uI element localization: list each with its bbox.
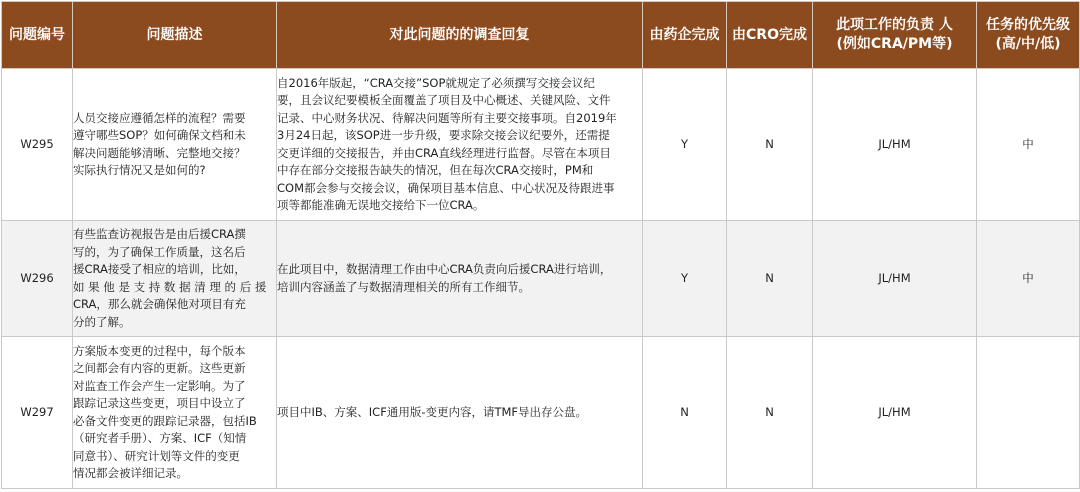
header-priority-line1: 任务的优先级 [986,17,1070,33]
cell-cro: N [727,337,813,489]
description-text: 方案版本变更的过程中，每个版本 之间都会有内容的更新。这些更新 对监查工作会产生一定影响。为了 跟踪记录这些变更，项目中设立了 必备文件变更的跟踪记录器，包括IB （研究者手册）、方案、ICF（知情 同意书）、研究计划等文件的变更 情况都会被详细记录。 [73,343,257,480]
cell-owner: JL/HM [813,69,977,221]
table-header-row [2,2,1080,69]
table-row [2,221,1080,337]
header-response: 对此问题的的调查回复 [277,2,643,69]
cell-description [73,69,277,221]
cell-id: W295 [2,69,73,221]
cell-sponsor: Y [643,69,727,221]
header-owner-line2: (例如CRA/PM等) [836,36,953,52]
cell-sponsor: N [643,337,727,489]
table-row [2,69,1080,221]
cell-priority: 中 [977,69,1080,221]
cell-response [277,221,643,337]
cell-id: W297 [2,337,73,489]
response-text: 在此项目中，数据清理工作由中心CRA负责向后援CRA进行培训， 培训内容涵盖了与数据清理相关的所有工作细节。 [277,262,612,294]
description-text: 有些监查访视报告是由后援CRA撰 写的，为了确保工作质量，这名后 援CRA接受了相应的培训，比如， 如 果 他 是 支 持 数 据 清 理 的 后 援 CRA，那么就会确保他对项目有充 分的了解。 [73,227,267,329]
description-text: 人员交接应遵循怎样的流程？需要 遵守哪些SOP？如何确保文档和未 解决问题能够清晰、完整地交接？ 实际执行情况又是如何的? [73,110,246,177]
header-priority [977,2,1080,69]
header-cro: 由CRO完成 [727,2,813,69]
response-text: 项目中IB、方案、ICF通用版-变更内容，请TMF导出存公盘。 [277,404,588,419]
header-id: 问题编号 [2,2,73,69]
audit-response-table [1,1,1080,489]
cell-response [277,337,643,489]
cell-priority: 中 [977,221,1080,337]
table-row [2,337,1080,489]
cell-owner: JL/HM [813,337,977,489]
cell-sponsor: Y [643,221,727,337]
header-sponsor: 由药企完成 [643,2,727,69]
header-description: 问题描述 [73,2,277,69]
cell-owner: JL/HM [813,221,977,337]
header-owner-line1: 此项工作的负责 人 [836,17,953,33]
cell-id: W296 [2,221,73,337]
cell-cro: N [727,69,813,221]
response-text: 自2016年版起，“CRA交接”SOP就规定了必须撰写交接会议纪 要，且会议纪要模板全面覆盖了项目及中心概述、关键风险、文件 记录、中心财务状况、待解决问题等所有主要交接事项。自2019年 3月24日起，该SOP进一步升级，要求除交接会议纪要外，还需提 交更详细的交接报告，并由CRA直线经理进行监督。尽管在本项目 中存在部分交接报告缺失的情况，但在每次CRA交接时，PM和 COM都会参与交接会议，确保项目基本信息、中心状况及待跟进事 项等都能准确无误地交接给下一位CRA。 [277,75,617,212]
cell-response [277,69,643,221]
cell-priority [977,337,1080,489]
header-owner [813,2,977,69]
cell-cro: N [727,221,813,337]
cell-description [73,221,277,337]
header-priority-line2: (高/中/低) [995,36,1061,52]
cell-description [73,337,277,489]
